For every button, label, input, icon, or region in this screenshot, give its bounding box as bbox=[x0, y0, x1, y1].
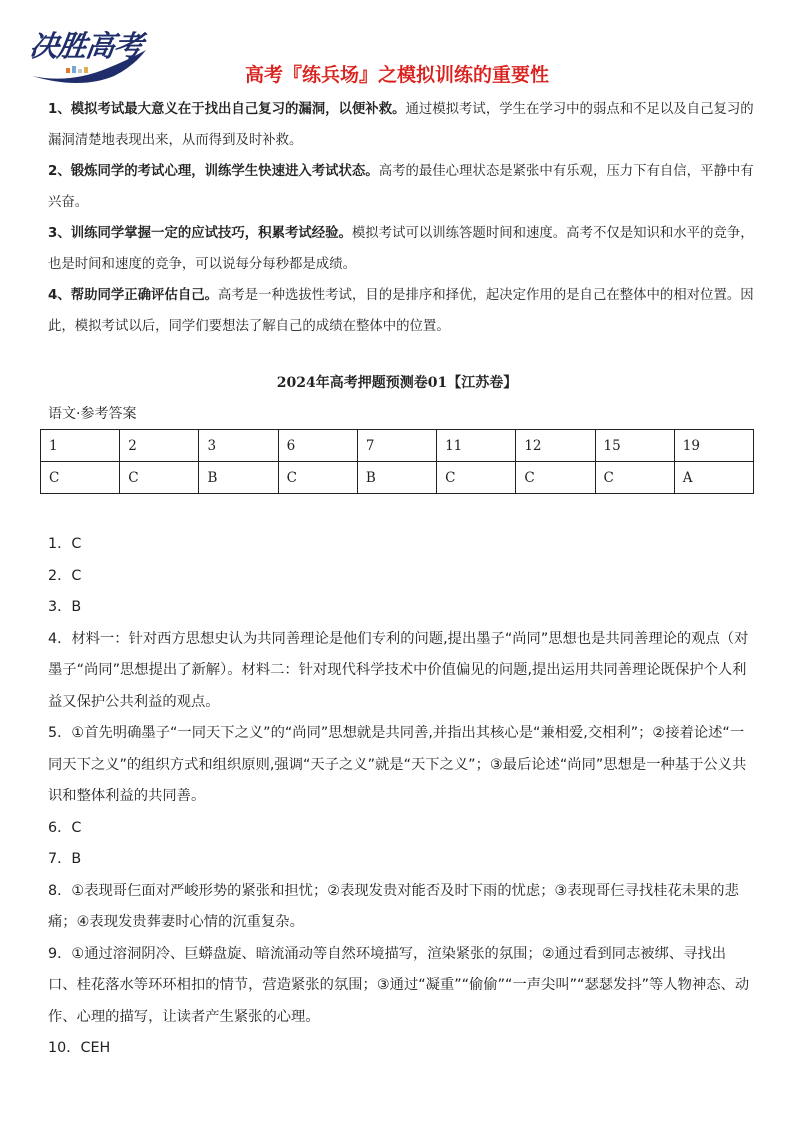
logo-text: 决胜高考 bbox=[27, 29, 145, 63]
intro-body: 高考的最佳心理状态是紧张中有乐观，压力下有自信，平静中有兴奋。 bbox=[48, 164, 754, 210]
intro-paragraph bbox=[48, 156, 754, 218]
table-cell: 3 bbox=[199, 430, 278, 462]
answer-item: 10．CEH bbox=[48, 1040, 111, 1056]
table-cell: B bbox=[357, 462, 436, 494]
intro-lead: 1、模拟考试最大意义在于找出自己复习的漏洞，以便补救。 bbox=[48, 102, 406, 117]
intro-body: 通过模拟考试，学生在学习中的弱点和不足以及自己复习的漏洞清楚地表现出来，从而得到及时补救。 bbox=[48, 102, 754, 148]
intro-body: 模拟考试可以训练答题时间和速度。高考不仅是知识和水平的竞争，也是时间和速度的竞争，可以说每分每秒都是成绩。 bbox=[48, 226, 754, 272]
table-cell: 11 bbox=[437, 430, 516, 462]
answer-list bbox=[48, 529, 754, 1065]
table-cell: C bbox=[595, 462, 674, 494]
table-row-numbers bbox=[41, 430, 754, 462]
answer-table bbox=[40, 429, 754, 494]
table-cell: 1 bbox=[41, 430, 120, 462]
intro-section bbox=[48, 94, 754, 342]
answer-item: 7．B bbox=[48, 851, 82, 867]
answer-item: 8．①表现哥仨面对严峻形势的紧张和担忧；②表现发贵对能否及时下雨的忧虑；③表现哥仨寻找桂花未果的悲痛；④表现发贵葬妻时心情的沉重复杂。 bbox=[48, 882, 739, 930]
table-cell: 12 bbox=[516, 430, 595, 462]
table-cell: B bbox=[199, 462, 278, 494]
intro-paragraph bbox=[48, 94, 754, 156]
intro-paragraph bbox=[48, 218, 754, 280]
table-row-answers bbox=[41, 462, 754, 494]
intro-lead: 3、训练同学掌握一定的应试技巧，积累考试经验。 bbox=[48, 226, 352, 241]
answer-item: 3．B bbox=[48, 599, 82, 615]
table-cell: 6 bbox=[278, 430, 357, 462]
answer-item: 1．C bbox=[48, 536, 82, 552]
table-cell: C bbox=[278, 462, 357, 494]
table-cell: 19 bbox=[674, 430, 753, 462]
paper-title: 2024年高考押题预测卷01【江苏卷】 bbox=[276, 375, 518, 391]
answer-item: 2．C bbox=[48, 567, 82, 584]
intro-lead: 2、锻炼同学的考试心理，训练学生快速进入考试状态。 bbox=[48, 164, 379, 179]
table-cell: 7 bbox=[357, 430, 436, 462]
intro-paragraph bbox=[48, 280, 754, 342]
table-cell: C bbox=[120, 462, 199, 494]
page-headline: 高考『练兵场』之模拟训练的重要性 bbox=[244, 64, 549, 86]
table-cell: A bbox=[674, 462, 753, 494]
table-cell: C bbox=[41, 462, 120, 494]
table-cell: C bbox=[437, 462, 516, 494]
table-cell: 2 bbox=[120, 430, 199, 462]
intro-lead: 4、帮助同学正确评估自己。 bbox=[48, 288, 219, 303]
answer-item: 4．材料一：针对西方思想史认为共同善理论是他们专利的问题,提出墨子“尚同”思想也是共同善理论的观点（对墨子“尚同”思想提出了新解）。材料二：针对现代科学技术中价值偏见的问题,提出运用共同善理论既保护个人利益又保护公共利益的观点。 bbox=[48, 630, 749, 710]
answer-item: 6．C bbox=[48, 819, 82, 836]
intro-body: 高考是一种选拔性考试，目的是排序和择优，起决定作用的是自己在整体中的相对位置。因此，模拟考试以后，同学们要想法了解自己的成绩在整体中的位置。 bbox=[48, 288, 754, 334]
table-cell: 15 bbox=[595, 430, 674, 462]
answer-item: 5．①首先明确墨子“一同天下之义”的“尚同”思想就是共同善,并指出其核心是“兼相爱,交相利”；②接着论述“一同天下之义”的组织方式和组织原则,强调“天子之义”就是“天下之义”；③最后论述“尚同”思想是一种基于公义共识和整体利益的共同善。 bbox=[48, 725, 747, 804]
section-label: 语文·参考答案 bbox=[48, 406, 137, 422]
table-cell: C bbox=[516, 462, 595, 494]
answer-item: 9．①通过溶洞阴冷、巨蟒盘旋、暗流涌动等自然环境描写，渲染紧张的氛围；②通过看到同志被绑、寻找出口、桂花落水等环环相扣的情节，营造紧张的氛围；③通过“凝重”“偷偷”“一声尖叫”“瑟瑟发抖”等人物神态、动作、心理的描写，让读者产生紧张的心理。 bbox=[48, 945, 750, 1025]
